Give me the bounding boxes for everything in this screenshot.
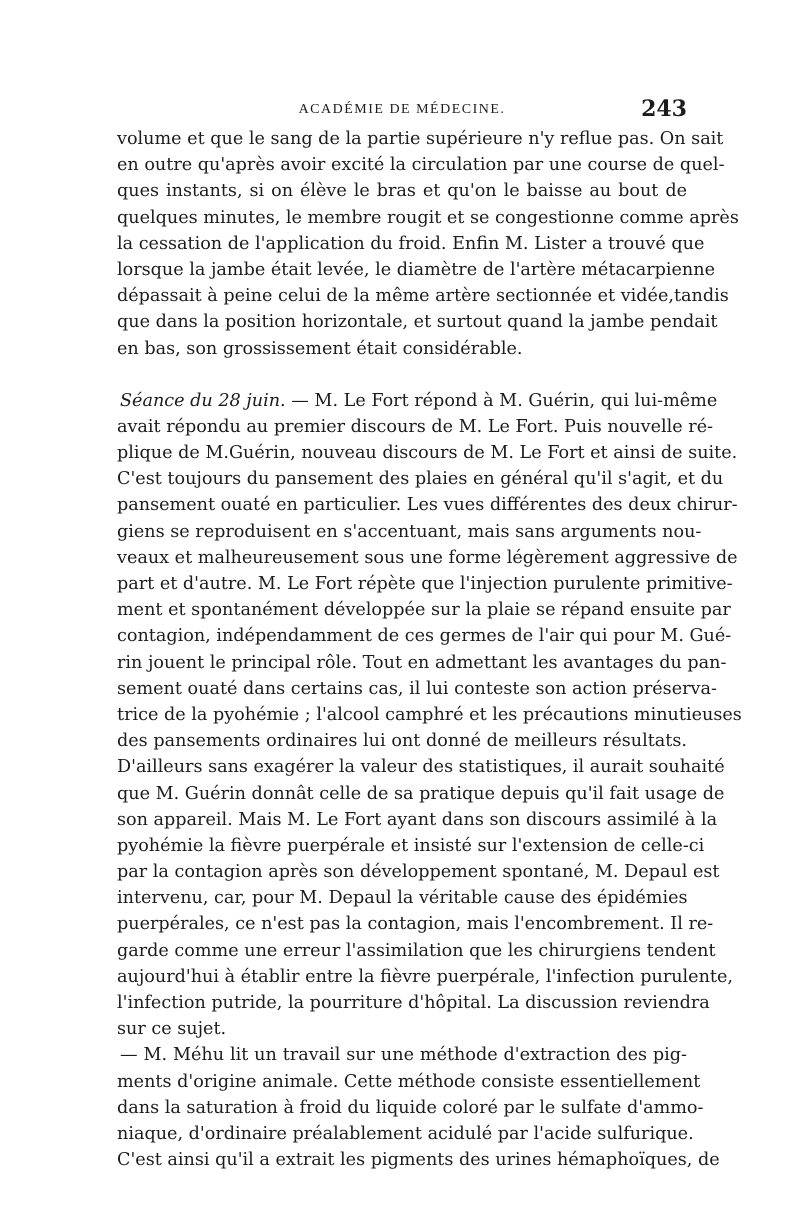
text-line: en outre qu'après avoir excité la circulation par une course de quel-	[117, 155, 725, 176]
text-line: lorsque la jambe était levée, le diamètre de l'artère métacarpienne	[117, 259, 716, 280]
page-number: 243	[641, 96, 687, 122]
text-line: part et d'autre. M. Le Fort répète que l'injection purulente primitive-	[117, 574, 733, 594]
text-line: ments d'origine animale. Cette méthode consiste essentiellement	[117, 1071, 701, 1092]
text-line: que M. Guérin donnât celle de sa pratique depuis qu'il fait usage de	[117, 783, 725, 804]
text-line: avait répondu au premier discours de M. Le Fort. Puis nouvelle ré-	[117, 416, 714, 437]
text-line: sement ouaté dans certains cas, il lui conteste son action préserva-	[117, 678, 717, 699]
body-text	[117, 126, 742, 1173]
running-head	[117, 96, 687, 126]
text-line: l'infection putride, la pourriture d'hôpital. La discussion reviendra	[117, 993, 710, 1013]
text-line: en bas, son grossissement était considérable.	[117, 338, 523, 359]
paragraph-lister	[117, 126, 739, 362]
text-line: dépassait à peine celui de la même artère sectionnée et vidée,tandis	[117, 286, 729, 307]
text-line: niaque, d'ordinaire préalablement acidulé par l'acide sulfurique.	[117, 1123, 694, 1144]
seance-label: Séance du 28 juin.	[120, 390, 286, 411]
text-line: D'ailleurs sans exagérer la valeur des statistiques, il aurait souhaité	[117, 757, 725, 778]
text-line: — M. Méhu lit un travail sur une méthode d'extraction des pig-	[120, 1045, 687, 1066]
seance-first-line	[117, 388, 718, 414]
text-line: veaux et malheureusement sous une forme légèrement aggressive de	[117, 547, 738, 568]
paragraph-seance-28-juin	[117, 388, 742, 1043]
text-line: puerpérales, ce n'est pas la contagion, mais l'encombrement. Il re-	[117, 914, 714, 935]
text-line: giens se reproduisent en s'accentuant, mais sans arguments nou-	[117, 521, 702, 542]
text-line: sur ce sujet.	[117, 1019, 227, 1040]
text-line: que dans la position horizontale, et surtout quand la jambe pendait	[117, 312, 718, 333]
text-line: aujourd'hui à établir entre la fièvre puerpérale, l'infection purulente,	[117, 966, 734, 987]
text-line: pansement ouaté en particulier. Les vues différentes des deux chirur-	[117, 495, 738, 516]
text-line: pyohémie la fièvre puerpérale et insisté sur l'extension de celle-ci	[117, 835, 705, 856]
text-line: garde comme une erreur l'assimilation que les chirurgiens tendent	[117, 940, 716, 961]
text-line: quelques minutes, le membre rougit et se congestionne comme après	[117, 207, 739, 228]
text-line: ment et spontanément développée sur la plaie se répand ensuite par	[117, 600, 731, 621]
text-line: rin jouent le principal rôle. Tout en admettant les avantages du pan-	[117, 652, 727, 673]
text-line: C'est toujours du pansement des plaies en général qu'il s'agit, et du	[117, 469, 724, 490]
seance-first-line-text: — M. Le Fort répond à M. Guérin, qui lui-même	[291, 390, 718, 411]
paragraph-mehu	[117, 1042, 720, 1173]
text-line: son appareil. Mais M. Le Fort ayant dans son discours assimilé à la	[117, 809, 718, 830]
text-line: trice de la pyohémie ; l'alcool camphré et les précautions minutieuses	[117, 704, 742, 725]
text-line: C'est ainsi qu'il a extrait les pigments des urines hémaphoïques, de	[117, 1150, 720, 1171]
text-line: par la contagion après son développement spontané, M. Depaul est	[117, 862, 720, 883]
text-line: contagion, indépendamment de ces germes de l'air qui pour M. Gué-	[117, 626, 732, 647]
text-line: la cessation de l'application du froid. Enfin M. Lister a trouvé que	[117, 233, 705, 254]
text-line: des pansements ordinaires lui ont donné de meilleurs résultats.	[117, 731, 687, 752]
text-line: ques instants, si on élève le bras et qu'on le baisse au bout de	[117, 181, 687, 202]
running-title: ACADÉMIE DE MÉDECINE.	[298, 102, 506, 117]
text-line: volume et que le sang de la partie supérieure n'y reflue pas. On sait	[117, 129, 724, 149]
text-line: intervenu, car, pour M. Depaul la véritable cause des épidémies	[117, 888, 688, 909]
paragraph-spacer	[117, 362, 687, 388]
text-line: dans la saturation à froid du liquide coloré par le sulfate d'ammo-	[117, 1097, 704, 1118]
text-line: plique de M.Guérin, nouveau discours de M. Le Fort et ainsi de suite.	[117, 443, 738, 464]
